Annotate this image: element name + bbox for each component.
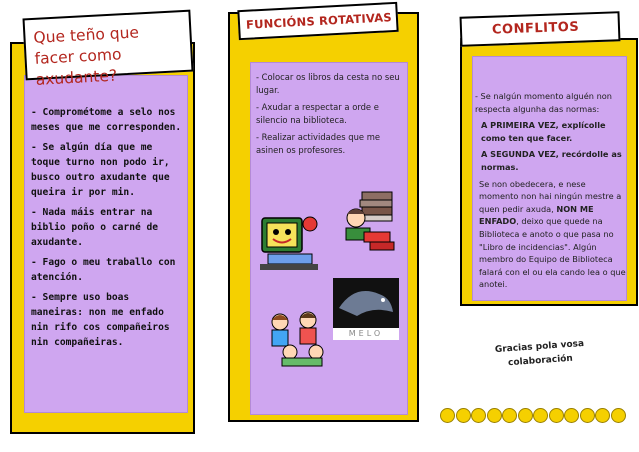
- column2-title: FUNCIÓNS ROTATIVAS: [245, 10, 393, 32]
- yellow-dot: [518, 408, 533, 423]
- list-item: - Fago o meu traballo con atención.: [31, 257, 176, 283]
- yellow-dot: [487, 408, 502, 423]
- melo-photo: [333, 278, 399, 340]
- second-time-label: A SEGUNDA VEZ,: [481, 149, 559, 160]
- yellow-dot: [440, 408, 455, 423]
- third-text-b: , deixo que quede na Biblioteca e anoto o que pasa no "Libro de incidencias". Algún membro do Equipo de Biblioteca falará con el ou ela cando lea o que anotei.: [479, 216, 626, 290]
- thanks-note: Gracias pola vosa colaboración: [494, 338, 585, 369]
- second-time-text: recórdolle as normas.: [481, 149, 622, 172]
- first-time-paragraph: [475, 119, 627, 144]
- yellow-dot: [502, 408, 517, 423]
- image-caption: MELO: [333, 328, 399, 340]
- yellow-dot: [471, 408, 486, 423]
- list-item: - Comprométome a selo nos meses que me corresponden.: [31, 107, 182, 133]
- yellow-dot: [549, 408, 564, 423]
- yellow-dot: [611, 408, 626, 423]
- column1-title-box: [22, 10, 193, 89]
- yellow-dot: [456, 408, 471, 423]
- yellow-dot: [595, 408, 610, 423]
- third-bold: NON ME ENFADO: [479, 203, 594, 227]
- second-time-paragraph: [475, 148, 627, 173]
- list-item: - Sempre uso boas maneiras: non me enfado nin rifo cos compañeiros nin compañeiras.: [31, 292, 170, 348]
- list-item: - Nada máis entrar na biblio poño o carné de axudante.: [31, 207, 159, 248]
- column1-title: Que teño que facer como axudante?: [33, 23, 140, 89]
- third-time-paragraph: [475, 178, 627, 291]
- child-with-books-clipart: [336, 188, 398, 258]
- yellow-dot: [533, 408, 548, 423]
- list-item: - Colocar os libros da cesta no seu lugar.: [256, 72, 400, 95]
- first-time-text: explícolle como ten que facer.: [481, 120, 606, 143]
- third-text-a: Se non obedecera, e nese momento non hai ningún mestre a quen pedir axuda,: [479, 178, 622, 214]
- column3-title-box: [460, 11, 621, 47]
- intro-paragraph: - Se nalgún momento alguén non respecta algunha das normas:: [475, 91, 612, 114]
- column2-functions-list: [256, 71, 404, 161]
- yellow-dot: [564, 408, 579, 423]
- column1-rules-list: [31, 105, 183, 355]
- column3-title: CONFLITOS: [491, 19, 580, 38]
- list-item: - Realizar actividades que me asinen os profesores.: [256, 132, 381, 155]
- list-item: - Axudar a respectar a orde e silencio na biblioteca.: [256, 102, 379, 125]
- children-reading-clipart: [264, 308, 330, 370]
- computer-clipart: [258, 210, 326, 272]
- yellow-dot: [580, 408, 595, 423]
- list-item: - Se algún día que me toque turno non podo ir, busco outro axudante que queira ir por min.: [31, 142, 170, 198]
- whale-illustration: [333, 278, 399, 328]
- first-time-label: A PRIMEIRA VEZ,: [481, 120, 559, 131]
- column3-conflicts-text: [475, 90, 627, 295]
